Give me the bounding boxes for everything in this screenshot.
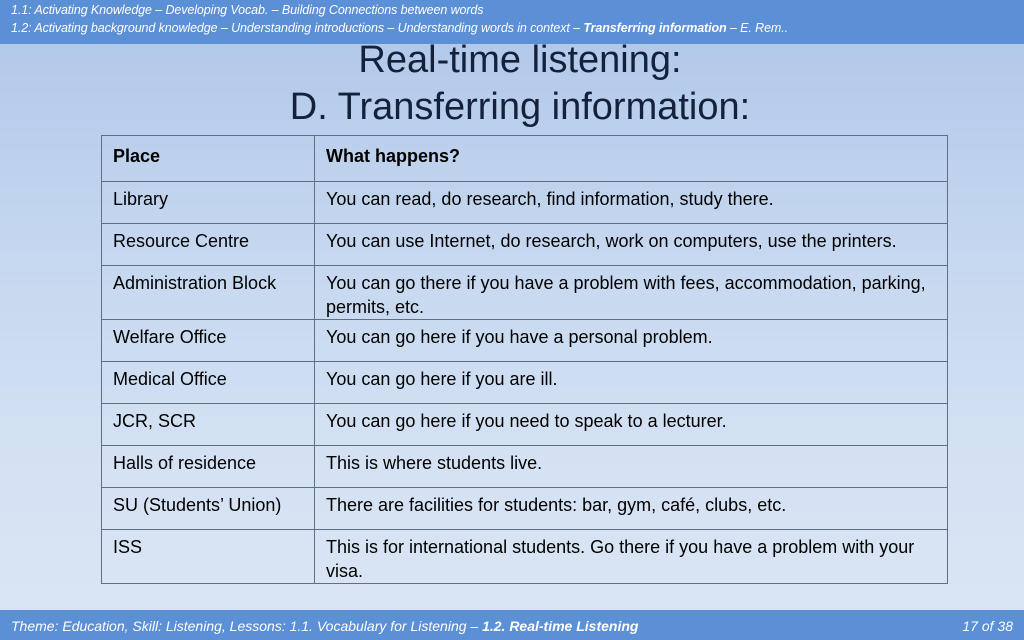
breadcrumb-lesson-1-2[interactable] — [11, 21, 788, 35]
place-cell: JCR, SCR — [102, 404, 315, 446]
place-cell: Medical Office — [102, 362, 315, 404]
table-row — [102, 404, 948, 446]
table-row — [102, 224, 948, 266]
table-row — [102, 320, 948, 362]
description-cell: There are facilities for students: bar, gym, café, clubs, etc. — [315, 488, 948, 530]
footer-bar — [0, 610, 1024, 640]
place-cell: Welfare Office — [102, 320, 315, 362]
table-row — [102, 446, 948, 488]
place-cell: Library — [102, 182, 315, 224]
description-cell: This is where students live. — [315, 446, 948, 488]
breadcrumb-lesson-1-1[interactable]: 1.1: Activating Knowledge – Developing Vocab. – Building Connections between words — [11, 3, 484, 17]
header-place: Place — [102, 136, 315, 182]
breadcrumb-prefix: 1.2: Activating background knowledge – Understanding introductions – Understanding words in context – — [11, 21, 584, 35]
footer-current-lesson: 1.2. Real-time Listening — [482, 618, 639, 634]
place-cell: Halls of residence — [102, 446, 315, 488]
header-what-happens: What happens? — [315, 136, 948, 182]
description-cell: You can go there if you have a problem with fees, accommodation, parking, permits, etc. — [315, 266, 948, 320]
place-cell: SU (Students’ Union) — [102, 488, 315, 530]
description-cell: You can go here if you need to speak to a lecturer. — [315, 404, 948, 446]
description-cell: You can read, do research, find information, study there. — [315, 182, 948, 224]
table-row — [102, 266, 948, 320]
table-row — [102, 182, 948, 224]
page-number: 17 of 38 — [962, 618, 1013, 634]
table-row — [102, 488, 948, 530]
place-cell: ISS — [102, 530, 315, 584]
footer-theme — [11, 618, 638, 634]
slide-title-line2: D. Transferring information: — [289, 86, 751, 128]
description-cell: This is for international students. Go there if you have a problem with your visa. — [315, 530, 948, 584]
table-row — [102, 530, 948, 584]
places-table — [101, 135, 948, 584]
place-cell: Resource Centre — [102, 224, 315, 266]
slide-title-line1: Real-time listening: — [358, 39, 682, 81]
breadcrumb-current-step: Transferring information — [583, 21, 727, 35]
description-cell: You can go here if you are ill. — [315, 362, 948, 404]
table-header-row — [102, 136, 948, 182]
place-cell: Administration Block — [102, 266, 315, 320]
breadcrumb-suffix: – E. Rem.. — [726, 21, 788, 35]
footer-theme-prefix: Theme: Education, Skill: Listening, Lessons: 1.1. Vocabulary for Listening – — [11, 618, 483, 634]
description-cell: You can use Internet, do research, work on computers, use the printers. — [315, 224, 948, 266]
table-row — [102, 362, 948, 404]
description-cell: You can go here if you have a personal problem. — [315, 320, 948, 362]
